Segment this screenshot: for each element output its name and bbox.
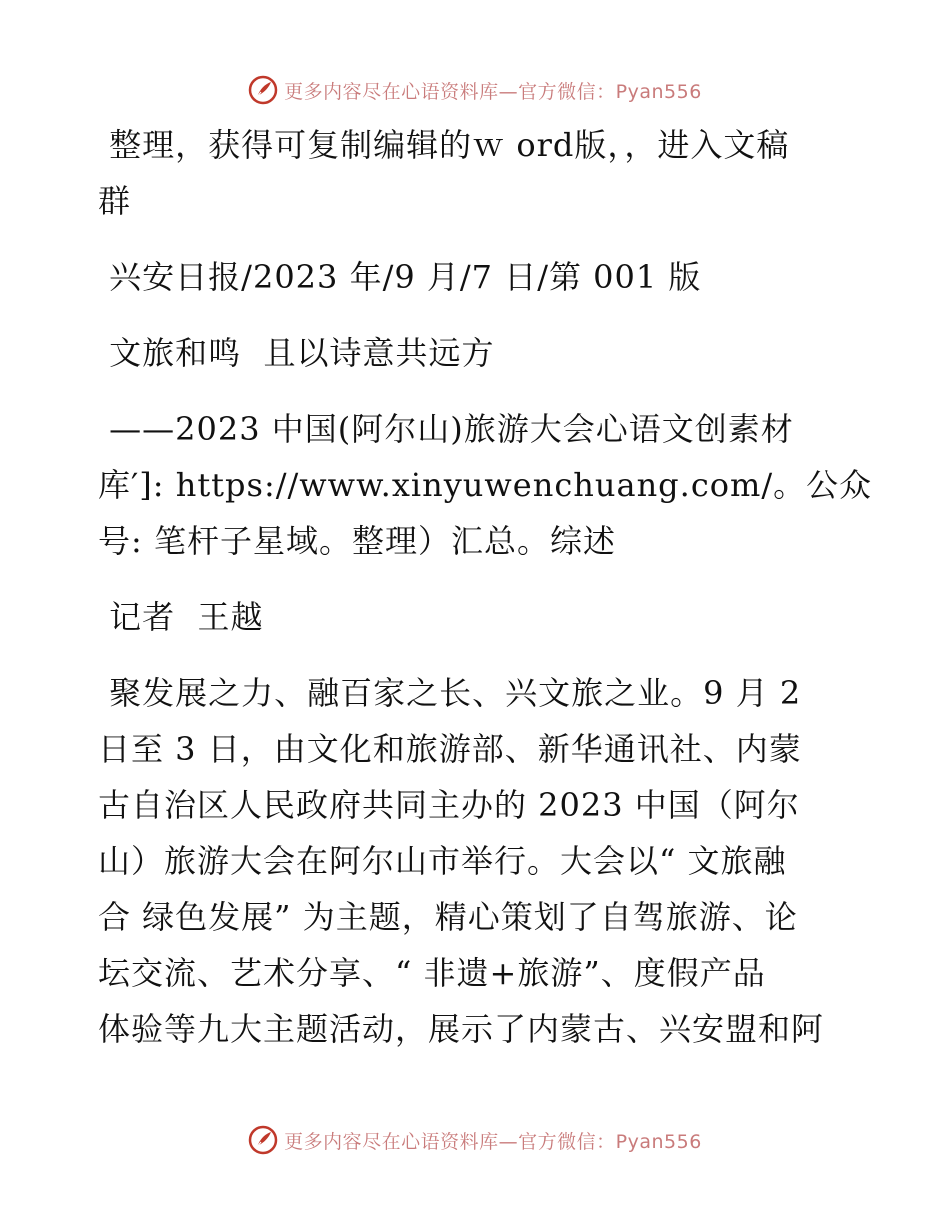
body-line: 体验等九大主题活动，展示了内蒙古、兴安盟和阿 xyxy=(98,1010,825,1048)
body-line: 坛交流、艺术分享、“ 非遗+旅游”、度假产品 xyxy=(98,954,766,992)
intro-line: 整理，获得可复制编辑的ｗ ord版，，进入文稿 xyxy=(98,126,790,164)
subtitle-line: ——2023 中国(阿尔山)旅游大会心语文创素材 xyxy=(98,410,794,448)
article-title: 文旅和鸣 且以诗意共远方 xyxy=(98,334,495,372)
footer-banner-text: 更多内容尽在心语资料库—官方微信：Pyan556 xyxy=(284,1130,702,1153)
header-banner xyxy=(0,70,950,110)
intro-line: 群 xyxy=(98,182,132,220)
footer-banner xyxy=(0,1120,950,1160)
byline: 记者 王越 xyxy=(98,598,264,636)
feather-pen-logo-icon xyxy=(248,1125,278,1155)
header-banner-text: 更多内容尽在心语资料库—官方微信：Pyan556 xyxy=(284,80,702,103)
body-line: 日至 3 日，由文化和旅游部、新华通讯社、内蒙 xyxy=(98,730,802,768)
body-line: 古自治区人民政府共同主办的 2023 中国（阿尔 xyxy=(98,786,800,824)
body-line: 聚发展之力、融百家之长、兴文旅之业。9 月 2 xyxy=(98,674,802,712)
subtitle-line: 号: 笔杆子星域。整理）汇总。综述 xyxy=(98,522,616,560)
document-body xyxy=(98,117,873,1057)
body-line: 合 绿色发展” 为主题，精心策划了自驾旅游、论 xyxy=(98,898,798,936)
dateline: 兴安日报/2023 年/9 月/7 日/第 001 版 xyxy=(98,258,702,296)
subtitle-line: 库′]: https://www.xinyuwenchuang.com/。公众 xyxy=(98,466,873,504)
feather-pen-logo-icon xyxy=(248,75,278,105)
body-line: 山）旅游大会在阿尔山市举行。大会以“ 文旅融 xyxy=(98,842,787,880)
